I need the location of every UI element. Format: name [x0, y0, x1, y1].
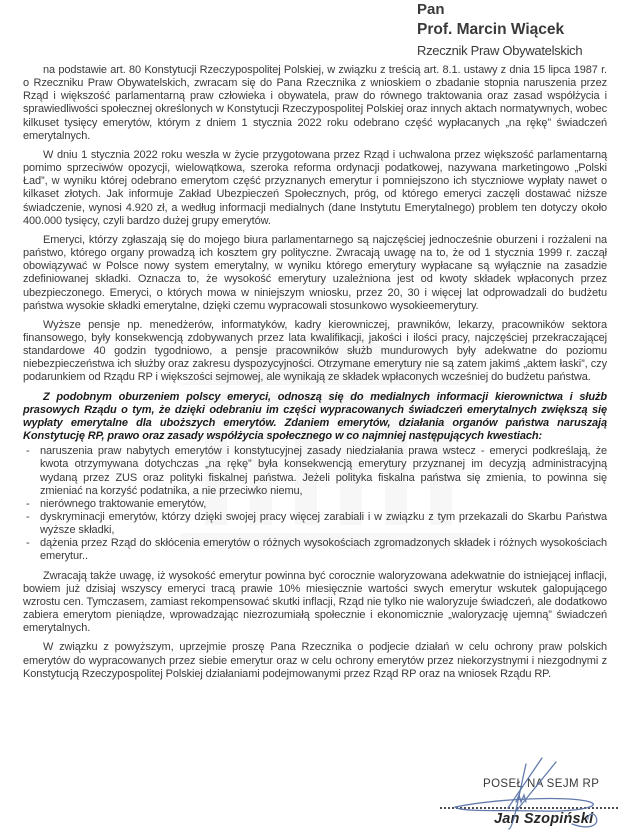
- paragraph-request: W związku z powyższym, uprzejmie proszę Pana Rzecznika o podjecie działań w celu ochrony praw polskich emerytów do wypracowanych przez siebie emerytur oraz w celu ochrony emerytów przez niekorzystnymi i niezgodnymi z Konstytucją Rzeczypospolitej Polskiej działaniami podejmowanymi przez Rząd RP oraz na wniosek Rządu RP.: [23, 641, 607, 680]
- list-item-text: dyskryminacji emerytów, którzy dzięki swojej pracy więcej zarabiali i w związku z tym przekazali do Skarbu Państwa wyższe składki,: [40, 511, 607, 537]
- paragraph-higher-salaries: Wyższe pensje np. menedżerów, informatyków, kadry kierowniczej, prawników, lekarzy, pracowników sektora finansowego, były konsekwencją zdobywanych przez lata kwalifikacji, jakości i ilości pracy, najczęściej przekraczającej standardowe 40 godzin tygodniowo, a pensje pracowników służb mundurowych były adekwatne do poziomu niebezpieczeństwa ich służby oraz zakresu dyspozycyjności. Otrzymane emerytury nie są zatem jakimś „aktem łaski”, czy podarunkiem od Rządu RP i większości sejmowej, ale wynikają ze składek wpłaconych wcześniej do budżetu państwa.: [23, 318, 607, 384]
- list-item: [23, 445, 607, 498]
- list-item-text: naruszenia praw nabytych emerytów i konstytucyjnej zasady niedziałania prawa wstecz - emeryci podkreślają, że kwota otrzymywana dotychczas „na rękę” była konsekwencją emerytury przyznanej im decyzją administracyjną wydaną przez ZUS oraz polityki fiskalnej państwa. Jeżeli polityka fiskalna państwa się zmienia, to powinna się zmieniać na korzyść podatnika, a nie przeciwko niemu,: [40, 445, 607, 497]
- paragraph-indexation: Zwracają także uwagę, iż wysokość emerytur powinna być corocznie waloryzowana adekwatnie do istniejącej inflacji, bowiem już dzisiaj wszyscy emeryci tracą prawie 10% miesięcznie wartości swych emerytur wskutek galopującego wzrostu cen. Tymczasem, zamiast rekompensować skutki inflacji, Rząd nie tylko nie waloryzuje świadczeń, ale dodatkowo zabiera emerytom pieniądze, wprowadzając niezrozumiałą społecznie i ekonomicznie „waloryzację ujemną” świadczeń emerytalnych.: [23, 569, 607, 635]
- recipient-block: [417, 1, 582, 58]
- list-item: [23, 498, 607, 511]
- paragraph-legal-basis: na podstawie art. 80 Konstytucji Rzeczypospolitej Polskiej, w związku z treścią art. 8.1. ustawy z dnia 15 lipca 1987 r. o Rzeczniku Praw Obywatelskich, zwracam się do Pana Rzecznika z wnioskiem o zbadanie stopnia naruszenia przez Rząd i większość parlamentarną praw człowieka i obywatela, praw do równego traktowania oraz zasad współżycia i sprawiedliwości społecznej określonych w Konstytucji Rzeczypospolitej Polskiej oraz innych aktach normatywnych, wobec kilkuset tysięcy emerytów, którym z dniem 1 stycznia 2022 roku odebrano część wypłacanych „na rękę” świadczeń emerytalnych.: [23, 64, 607, 142]
- dash-marker: -: [26, 511, 30, 523]
- paragraph-emphasis: Z podobnym oburzeniem polscy emeryci, odnoszą się do medialnych informacji kierownictwa i służb prasowych Rządu o tym, że dzięki odebraniu im części wypracowanych świadczeń emerytalnych zwiększą się wypłaty emerytalne dla uboższych emerytów. Zdaniem emerytów, działania organów państwa naruszają Konstytucję RP, prawo oraz zasady współżycia społecznego w co najmniej następujących kwestiach:: [23, 390, 607, 443]
- grievance-list: [23, 445, 607, 563]
- paragraph-pension-system: Emeryci, którzy zgłaszają się do mojego biura parlamentarnego są najczęściej jednocześnie oburzeni i rozżaleni na państwo, którego organy prowadzą ich kosztem gry polityczne. Zwracają uwagę na to, że od 1 stycznia 1999 r. zaczął obowiązywać w Polsce nowy system emerytalny, w wyniku którego emerytury wypłacane są wyłącznie na zasadzie zdefiniowanej składki. Oznacza to, że wysokość emerytury uzależniona jest od kwoty składek wpłaconych przez ubezpieczonego. Emeryci, o których mowa w niniejszym wniosku, przez 20, 30 i więcej lat odprowadzali do budżetu państwa wysokie składki emerytalne, dzięki czemu wypracowali stosunkowo wysokieemerytury.: [23, 233, 607, 312]
- recipient-name: Prof. Marcin Wiącek: [417, 21, 565, 38]
- list-item-text: nierównego traktowanie emerytów,: [40, 497, 207, 510]
- recipient-salutation: Pan: [417, 1, 445, 18]
- paragraph-polski-lad: W dniu 1 stycznia 2022 roku weszła w życie przygotowana przez Rząd i uchwalona przez większość parlamentarną pomimo sprzeciwów opozycji, wielowątkowa, szeroka reforma ordynacji podatkowej, nazywana marketingowo „Polski Ład”, w wyniku której odebrano emerytom część przyznanych emerytur i pomniejszono ich styczniowe wypłaty nawet o kilkaset złotych. Jak informuje Zakład Ubezpieczeń Społecznych, próg, od którego emeryci zaczęli dostawać niższe świadczenie, wynosi 4.920 zł, a według informacji medialnych (dane Instytutu Emerytalnego) problem ten dotyczy około 400.000 tysięcy, czyli bardzo dużej grupy emerytów.: [23, 148, 607, 227]
- list-item: [23, 537, 607, 563]
- dash-marker: -: [26, 497, 30, 510]
- dash-marker: -: [26, 537, 30, 550]
- letter-body: [23, 64, 607, 687]
- signature-role-label: POSEŁ NA SEJM RP: [483, 778, 600, 790]
- dash-marker: -: [26, 445, 30, 458]
- list-item: [23, 511, 607, 537]
- signature-dotted-line: [440, 807, 618, 809]
- recipient-title: Rzecznik Praw Obywatelskich: [417, 42, 583, 58]
- signature-name: Jan Szopiński: [494, 811, 594, 827]
- list-item-text: dążenia przez Rząd do skłócenia emerytów o różnych wysokościach zgromadzonych składek i różnych wysokościach emerytur..: [40, 537, 607, 563]
